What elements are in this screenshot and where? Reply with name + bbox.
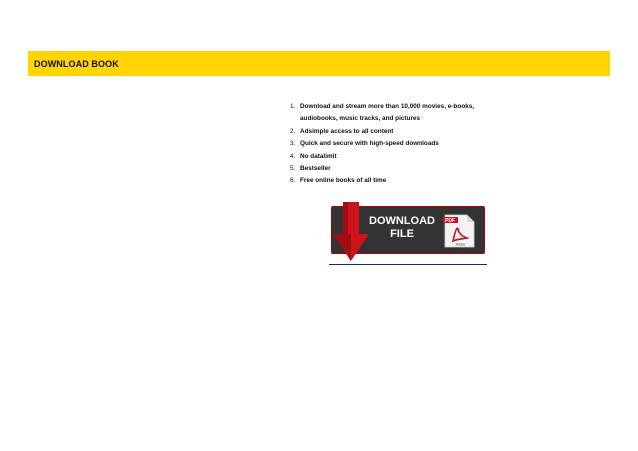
list-number: 3. (290, 140, 296, 148)
download-arrow-icon[interactable] (333, 202, 369, 262)
pdf-label: PDF (445, 218, 455, 224)
list-text: Download and stream more than 10,000 movies, e-books, (300, 103, 475, 110)
list-number: 1. (290, 103, 296, 110)
list-item (290, 151, 540, 163)
download-button-label[interactable] (366, 215, 438, 241)
adobe-label: Adobe (456, 242, 466, 247)
download-label-line2: FILE (390, 228, 414, 240)
arrow-head-shade (333, 234, 351, 261)
list-text: Quick and secure with high-speed downloads (300, 140, 439, 148)
list-text: audiobooks, music tracks, and pictures (300, 115, 421, 123)
list-number: 2. (290, 127, 296, 135)
list-item (290, 175, 540, 187)
feature-list (290, 101, 540, 188)
download-label-line1: DOWNLOAD (369, 215, 435, 227)
list-number: 6. (290, 177, 296, 185)
list-item (290, 126, 540, 138)
list-item (290, 113, 540, 125)
list-number: 4. (290, 152, 296, 160)
link-underline (329, 264, 487, 265)
header-banner (28, 51, 610, 76)
page-title: DOWNLOAD BOOK (34, 58, 119, 69)
list-text: No datalimit (300, 152, 337, 160)
list-number: 5. (290, 165, 296, 173)
list-item (290, 101, 540, 113)
list-number (290, 113, 300, 125)
list-text: Bestseller (300, 165, 331, 173)
list-text: Free online books of all time (300, 177, 387, 185)
list-item (290, 163, 540, 175)
list-text: Adsimple access to all content (300, 127, 394, 135)
list-item (290, 138, 540, 150)
arrow-shaft-shade (343, 202, 348, 236)
pdf-file-icon (443, 214, 475, 248)
